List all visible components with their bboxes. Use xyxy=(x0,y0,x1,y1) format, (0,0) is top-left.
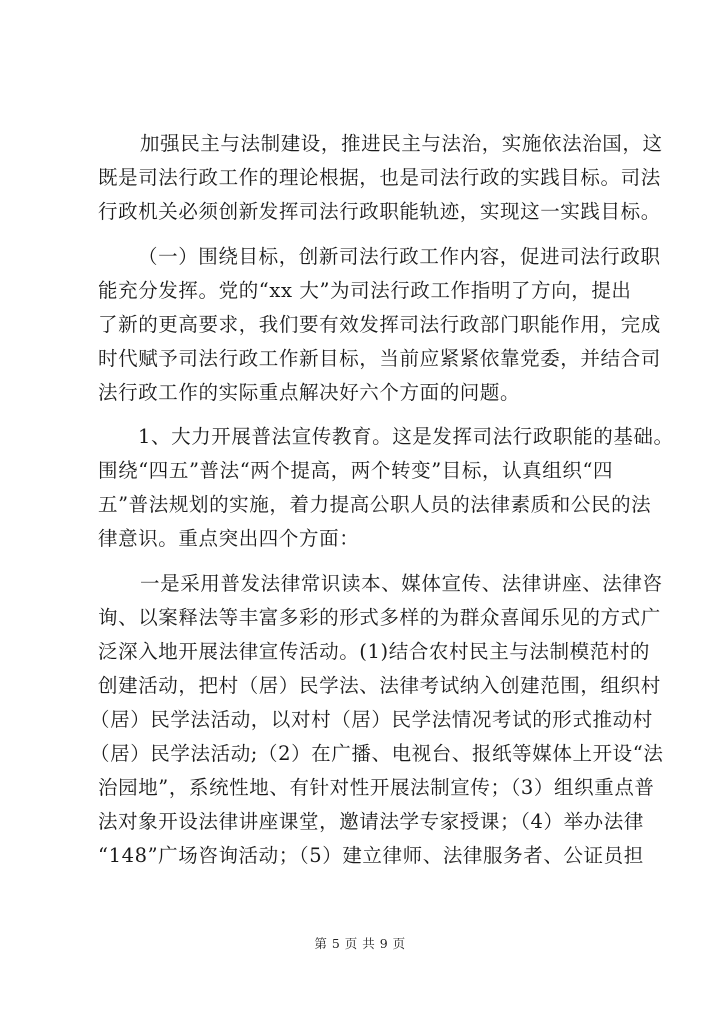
page-footer xyxy=(0,936,720,952)
text-line: （居）民学法活动，以对村（居）民学法情况考试的形式推动村 xyxy=(90,708,653,731)
text-line: 时代赋予司法行政工作新目标，当前应紧紧依靠党委，并结合司 xyxy=(98,347,661,370)
page-number: 第 5 页 共 9 页 xyxy=(314,936,406,951)
text-line: 加强民主与法制建设，推进民主与法治，实施依法治国，这 xyxy=(140,132,663,155)
text-line: 一是采用普发法律常识读本、媒体宣传、法律讲座、法律咨 xyxy=(140,572,663,595)
text-line: 泛深入地开展法律宣传活动。(1)结合农村民主与法制模范村的 xyxy=(98,640,651,663)
text-line: 律意识。重点突出四个方面： xyxy=(98,527,360,550)
text-line: 围绕“四五”普法“两个提高，两个转变”目标，认真组织“四 xyxy=(98,459,614,482)
text-line: （一）围绕目标，创新司法行政工作内容，促进司法行政职 xyxy=(138,245,661,268)
text-line: 既是司法行政工作的理论根据，也是司法行政的实践目标。司法 xyxy=(98,166,661,189)
text-line: “148”广场咨询活动；（5）建立律师、法律服务者、公证员担 xyxy=(98,844,644,867)
text-line: 询、以案释法等丰富多彩的形式多样的为群众喜闻乐见的方式广 xyxy=(98,606,661,629)
text-line: （居）民学法活动;（2）在广播、电视台、报纸等媒体上开设“法 xyxy=(90,742,664,765)
text-line: 法对象开设法律讲座课堂，邀请法学专家授课；（4）举办法律 xyxy=(98,810,644,833)
text-line: 1、大力开展普法宣传教育。这是发挥司法行政职能的基础。 xyxy=(138,425,674,448)
text-line: 治园地”，系统性地、有针对性开展法制宣传；（3）组织重点普 xyxy=(98,776,655,799)
text-line: 法行政工作的实际重点解决好六个方面的问题。 xyxy=(98,381,521,404)
text-line: 五”普法规划的实施，着力提高公职人员的法律素质和公民的法 xyxy=(98,493,652,516)
text-line: 创建活动，把村（居）民学法、法律考试纳入创建范围，组织村 xyxy=(98,674,661,697)
text-line: 了新的更高要求，我们要有效发挥司法行政部门职能作用，完成 xyxy=(98,313,661,336)
text-line: 行政机关必须创新发挥司法行政职能轨迹，实现这一实践目标。 xyxy=(98,200,661,223)
text-line: 能充分发挥。党的“xx 大”为司法行政工作指明了方向，提出 xyxy=(98,279,632,302)
